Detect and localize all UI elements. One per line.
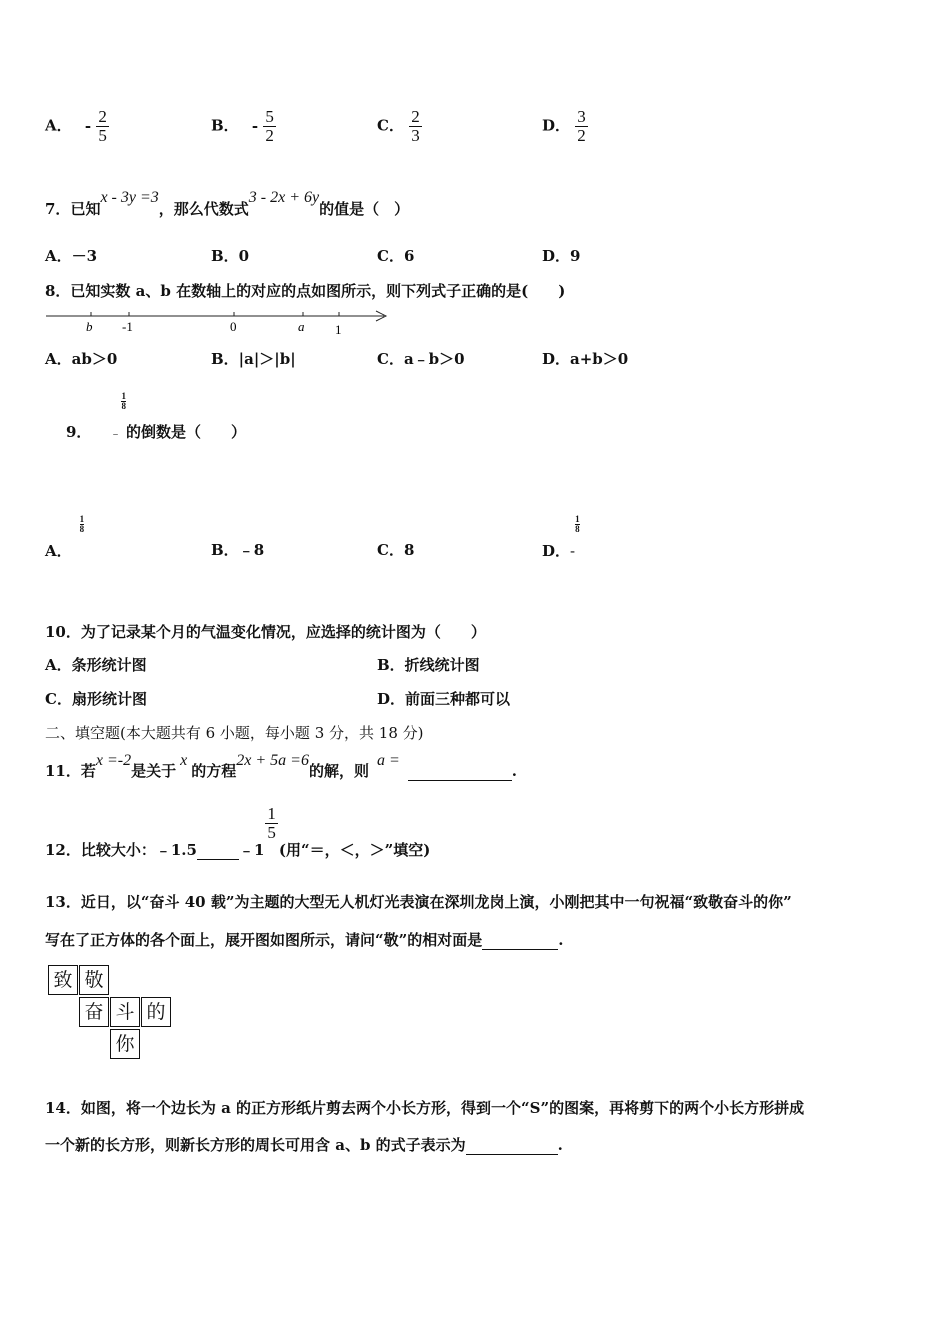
q6-option-d: D． $\frac{3}{2}$ — [542, 107, 586, 145]
fraction: $\frac{1}{5}$ — [267, 804, 276, 842]
net-cell: 你 — [110, 1029, 140, 1059]
answer-blank[interactable] — [466, 1136, 558, 1155]
net-cell: 斗 — [110, 997, 140, 1027]
fraction: $\frac{1}{8}$ — [575, 514, 580, 534]
fraction: $\frac{2}{5}$ — [98, 107, 107, 145]
q6-option-a: A． - $\frac{2}{5}$ — [45, 107, 107, 145]
q9-option-b: B．﹣8 — [211, 541, 265, 559]
net-cell: 致 — [48, 965, 78, 995]
q13-line1: 13．近日，以“奋斗 40 载”为主题的大型无人机灯光表演在深圳龙岗上演，小刚把其中一句祝福“致敬奋斗的你” — [45, 893, 792, 911]
q6-option-c: C． $\frac{2}{3}$ — [377, 107, 420, 145]
q7-option-c: C．6 — [377, 247, 415, 265]
q8-option-d: D．a+b＞0 — [542, 350, 629, 368]
q10-option-b: B．折线统计图 — [377, 656, 480, 674]
number-line — [44, 306, 394, 338]
fraction: $\frac{5}{2}$ — [265, 107, 274, 145]
label-b: b — [86, 319, 93, 334]
section-heading: 二、填空题(本大题共有 6 小题，每小题 3 分，共 18 分) — [45, 724, 424, 742]
q7-stem: 7．已知x - 3y =3，那么代数式3 - 2x + 6y的值是（ ） — [45, 189, 410, 218]
q7-option-a: A．－3 — [45, 247, 98, 265]
q8-option-c: C．a﹣b＞0 — [377, 350, 465, 368]
q14-line2: 一个新的长方形，则新长方形的周长可用含 a、b 的式子表示为 . — [45, 1136, 563, 1154]
q10-stem: 10．为了记录某个月的气温变化情况，应选择的统计图为（ ） — [45, 623, 486, 641]
fraction: $\frac{1}{8}$ — [79, 514, 85, 534]
q8-option-b: B．|a|＞|b| — [211, 350, 296, 368]
q9-stem: 9． ﹣ $\frac{1}{8}$ 的倒数是（ ） — [66, 391, 246, 441]
answer-blank[interactable] — [482, 931, 558, 950]
q11-stem: 11．若x =-2是关于x的方程2x + 5a =6的解，则a = . — [45, 752, 517, 780]
fraction: $\frac{1}{8}$ — [121, 391, 126, 411]
label-neg1: -1 — [122, 319, 133, 334]
fraction: $\frac{2}{3}$ — [411, 107, 420, 145]
q9-option-a: A． $\frac{1}{8}$ — [45, 514, 85, 560]
label-0: 0 — [230, 319, 237, 334]
q7-option-d: D．9 — [542, 247, 581, 265]
q12-stem: 12．比较大小：﹣1.5 ﹣1 $\frac{1}{5}$ (用“＝，＜，＞”填空) — [45, 804, 431, 859]
net-cell: 奋 — [79, 997, 109, 1027]
q10-option-a: A．条形统计图 — [45, 656, 147, 674]
q6-option-b: B． - $\frac{5}{2}$ — [211, 107, 274, 145]
answer-blank[interactable] — [408, 762, 512, 781]
fraction: $\frac{3}{2}$ — [577, 107, 586, 145]
net-cell: 敬 — [79, 965, 109, 995]
net-cell: 的 — [141, 997, 171, 1027]
q8-stem: 8．已知实数 a、b 在数轴上的对应的点如图所示，则下列式子正确的是( ) — [45, 282, 566, 300]
q8-option-a: A．ab＞0 — [45, 350, 118, 368]
q10-option-d: D．前面三种都可以 — [377, 690, 511, 708]
q7-option-b: B．0 — [211, 247, 250, 265]
q13-line2: 写在了正方体的各个面上，展开图如图所示，请问“敬”的相对面是 . — [45, 931, 564, 949]
answer-blank[interactable] — [197, 841, 239, 860]
label-1: 1 — [335, 322, 342, 337]
q10-option-c: C．扇形统计图 — [45, 690, 147, 708]
q9-option-d: D．- $\frac{1}{8}$ — [542, 514, 580, 560]
q9-option-c: C．8 — [377, 541, 415, 559]
label-a: a — [298, 319, 305, 334]
q14-line1: 14．如图，将一个边长为 a 的正方形纸片剪去两个小长方形，得到一个“S”的图案，再将剪下的两个小长方形拼成 — [45, 1099, 805, 1117]
